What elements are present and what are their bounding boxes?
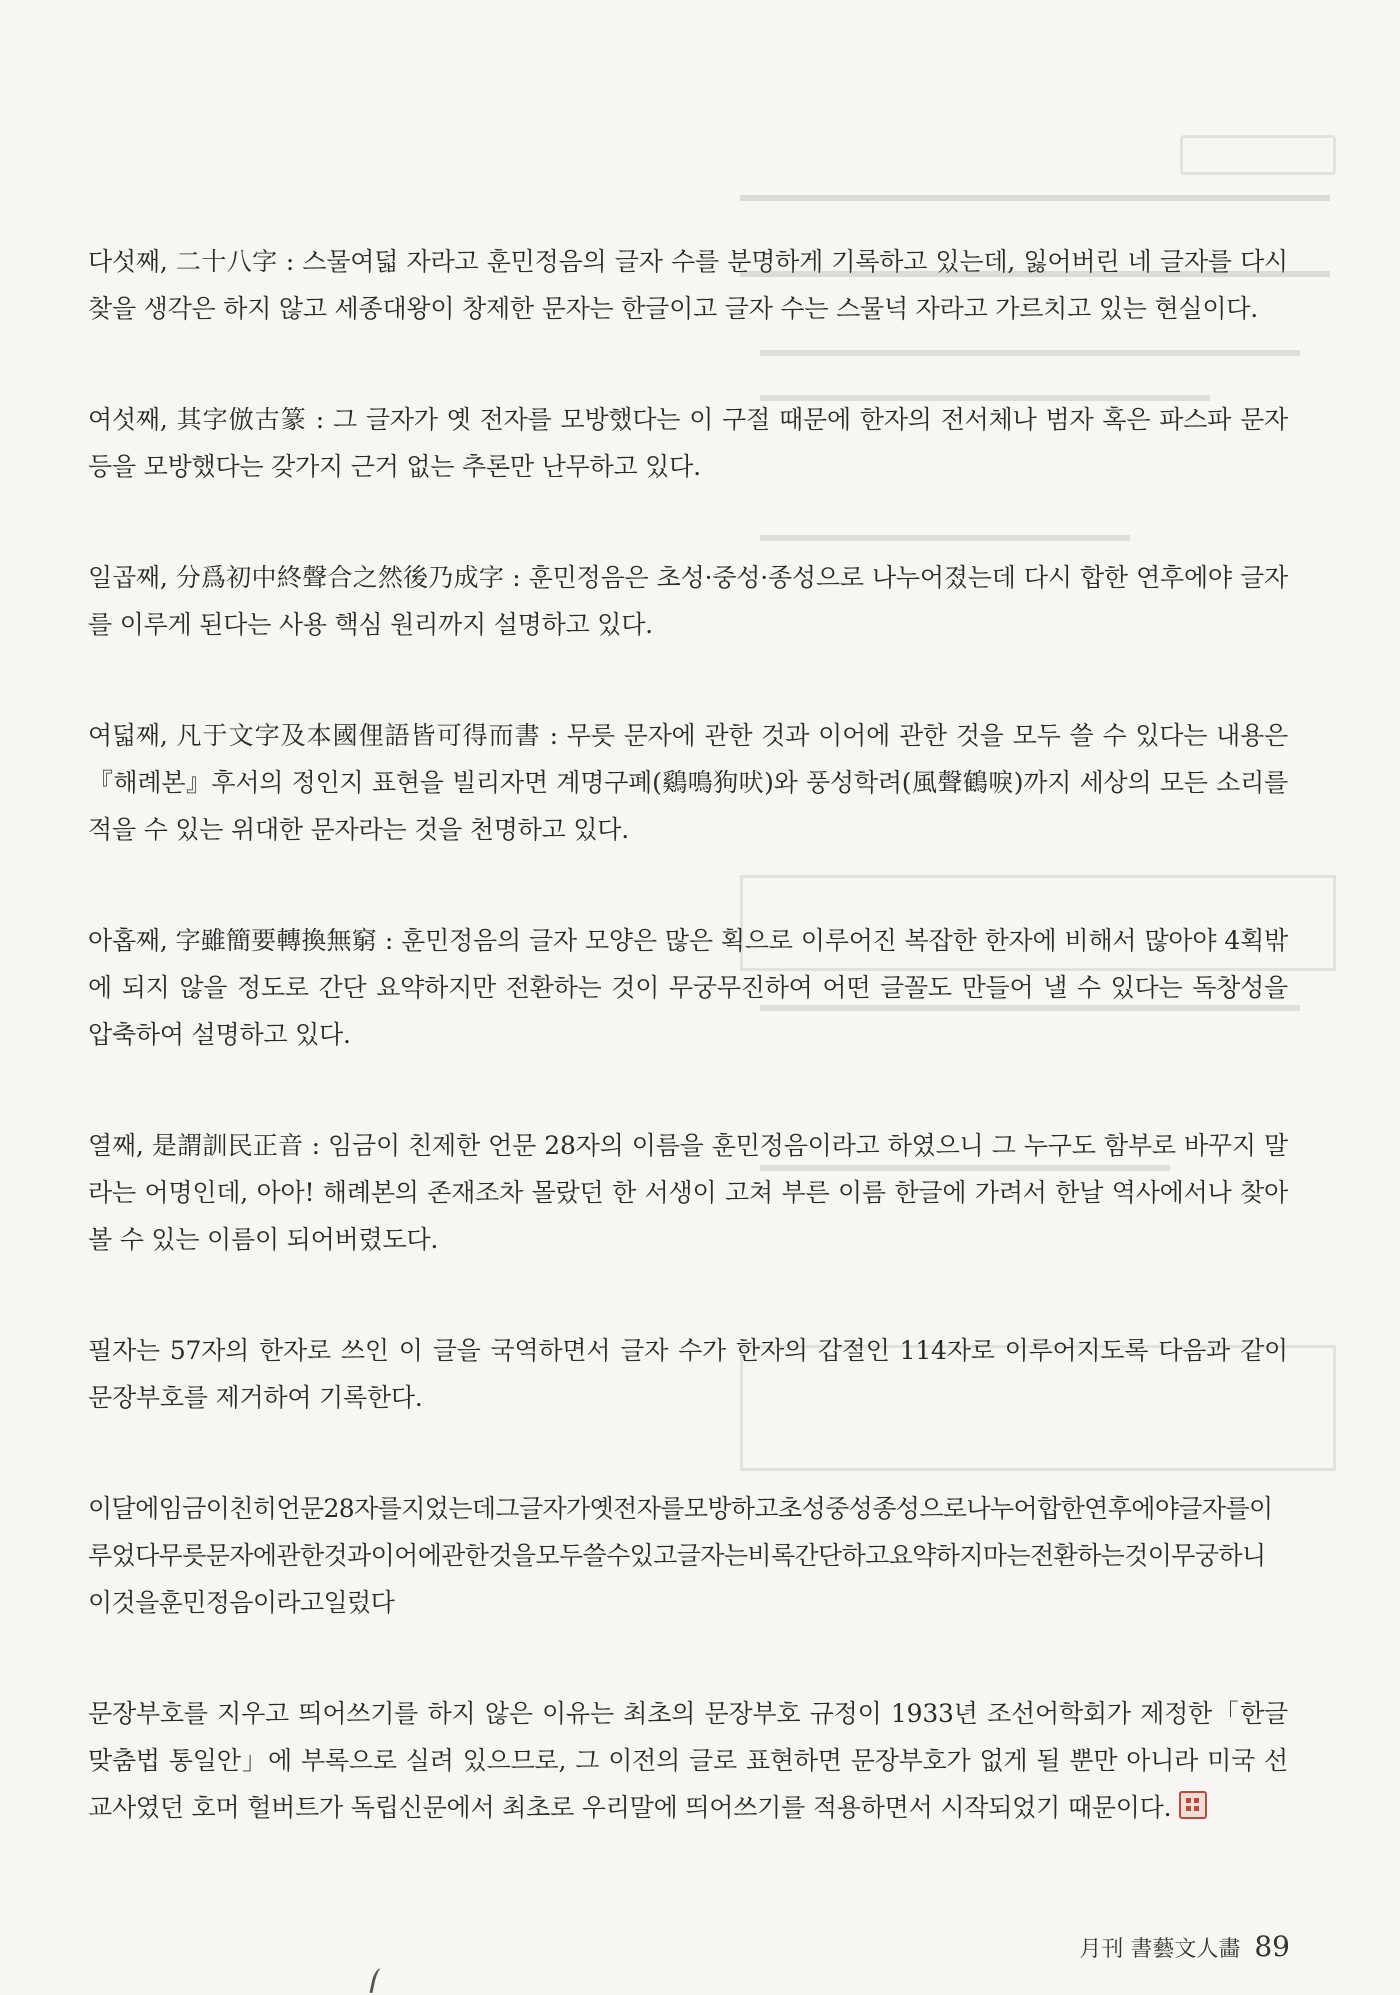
scan-artifact	[369, 1967, 385, 1995]
paragraph-lead: 일곱째, 分爲初中終聲合之然後乃成字 :	[88, 563, 529, 592]
paragraph-text: 스물여덟 자라고 훈민정음의 글자 수를 분명하게 기록하고 있는데, 잃어버린 네 글자를 다시 찾을 생각은 하지 않고 세종대왕이 창제한 문자는 한글이고 글자 수는 스물넉 자라고 가르치고 있는 현실이다.	[88, 247, 1288, 323]
paragraph-conclusion	[88, 1690, 1288, 1831]
paragraph-lead: 여섯째, 其字倣古篆 :	[88, 405, 333, 434]
paragraph-text: 필자는 57자의 한자로 쓰인 이 글을 국역하면서 글자 수가 한자의 갑절인 114자로 이루어지도록 다음과 같이 문장부호를 제거하여 기록한다.	[88, 1336, 1288, 1412]
paragraph-text: 그 글자가 옛 전자를 모방했다는 이 구절 때문에 한자의 전서체나 범자 혹은 파스파 문자 등을 모방했다는 갖가지 근거 없는 추론만 난무하고 있다.	[88, 405, 1289, 481]
page-number: 89	[1254, 1930, 1290, 1963]
article-body	[88, 238, 1288, 1895]
paragraph-eighth	[88, 712, 1288, 853]
paragraph-text: 훈민정음의 글자 모양은 많은 획으로 이루어진 복잡한 한자에 비해서 많아야 4획밖에 되지 않을 정도로 간단 요약하지만 전환하는 것이 무궁무진하여 어떤 글꼴도 만들어 낼 수 있다는 독창성을 압축하여 설명하고 있다.	[88, 926, 1289, 1049]
paragraph-tenth	[88, 1122, 1288, 1263]
page-footer	[1079, 1930, 1290, 1963]
paragraph-translation-unpunctuated	[88, 1485, 1288, 1626]
magazine-title: 月刊 書藝文人畵	[1079, 1937, 1241, 1962]
paragraph-text: 이달에임금이친히언문28자를지었는데그글자가옛전자를모방하고초성중성종성으로나누어합한연후에야글자를이루었다무릇문자에관한것과이어에관한것을모두쓸수있고글자는비록간단하고요약하지마는전환하는것이무궁하니이것을훈민정음이라고일렀다	[88, 1494, 1273, 1617]
paragraph-lead: 열째, 是謂訓民正音 :	[88, 1131, 329, 1160]
paragraph-seventh	[88, 554, 1288, 648]
paragraph-lead: 아홉째, 字雖簡要轉換無窮 :	[88, 926, 402, 955]
paragraph-sixth	[88, 396, 1288, 490]
paragraph-text: 훈민정음은 초성·중성·종성으로 나누어졌는데 다시 합한 연후에야 글자를 이루게 된다는 사용 핵심 원리까지 설명하고 있다.	[88, 563, 1288, 639]
paragraph-text: 무릇 문자에 관한 것과 이어에 관한 것을 모두 쓸 수 있다는 내용은『해례본』후서의 정인지 표현을 빌리자면 계명구폐(鷄鳴狗吠)와 풍성학려(風聲鶴唳)까지 세상의 모든 소리를 적을 수 있는 위대한 문자라는 것을 천명하고 있다.	[88, 721, 1288, 844]
paragraph-translation-note	[88, 1327, 1288, 1421]
paragraph-text: 문장부호를 지우고 띄어쓰기를 하지 않은 이유는 최초의 문장부호 규정이 1933년 조선어학회가 제정한「한글 맞춤법 통일안」에 부록으로 실려 있으므로, 그 이전의 글로 표현하면 문장부호가 없게 될 뿐만 아니라 미국 선교사였던 호머 헐버트가 독립신문에서 최초로 우리말에 띄어쓰기를 적용하면서 시작되었기 때문이다.	[88, 1699, 1288, 1822]
paragraph-lead: 다섯째, 二十八字 :	[88, 247, 303, 276]
paragraph-lead: 여덟째, 凡于文字及本國俚語皆可得而書 :	[88, 721, 567, 750]
seal-stamp-icon	[1179, 1791, 1207, 1819]
paragraph-fifth	[88, 238, 1288, 332]
paragraph-text: 임금이 친제한 언문 28자의 이름을 훈민정음이라고 하였으니 그 누구도 함부로 바꾸지 말라는 어명인데, 아아! 해례본의 존재조차 몰랐던 한 서생이 고쳐 부른 이름 한글에 가려서 한날 역사에서나 찾아볼 수 있는 이름이 되어버렸도다.	[88, 1131, 1288, 1254]
paragraph-ninth	[88, 917, 1288, 1058]
bleed-through-tag	[1180, 135, 1336, 175]
